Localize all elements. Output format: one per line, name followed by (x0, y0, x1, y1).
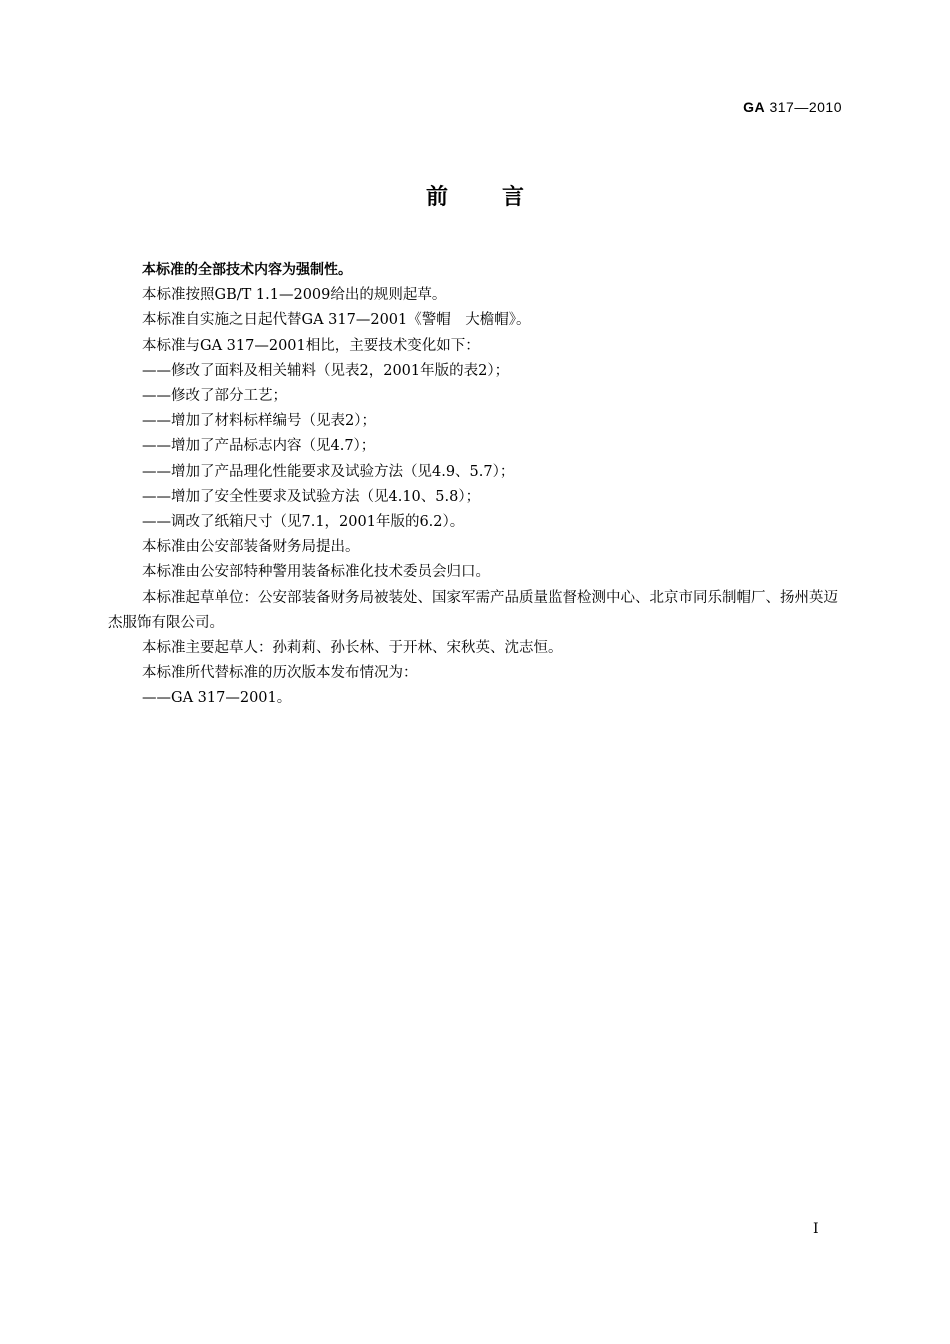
paragraph: 本标准由公安部装备财务局提出。 (142, 539, 360, 556)
paragraph: 本标准自实施之日起代替GA 317—2001《警帽 大檐帽》。 (142, 312, 531, 329)
change-item: ——调改了纸箱尺寸（见7.1，2001年版的6.2）。 (142, 514, 465, 531)
standard-code-prefix: GA (743, 99, 766, 115)
drafting-units: 本标准起草单位：公安部装备财务局被装处、国家军需产品质量监督检测中心、北京市同乐制帽厂、扬州英迈杰服饰有限公司。 (108, 589, 838, 631)
previous-version-item: ——GA 317—2001。 (142, 690, 292, 707)
page-title: 前言 (425, 185, 578, 210)
standard-code-number: 317—2010 (765, 99, 842, 115)
change-item: ——增加了材料标样编号（见表2）； (142, 413, 376, 430)
change-item: ——修改了面料及相关辅料（见表2，2001年版的表2）； (142, 362, 510, 379)
paragraph: 本标准由公安部特种警用装备标准化技术委员会归口。 (142, 564, 490, 581)
paragraph: 本标准按照GB/T 1.1—2009给出的规则起草。 (142, 287, 447, 304)
paragraph: 本标准与GA 317—2001相比，主要技术变化如下： (142, 337, 480, 354)
change-item: ——增加了产品理化性能要求及试验方法（见4.9、5.7）； (142, 463, 515, 480)
mandatory-statement: 本标准的全部技术内容为强制性。 (142, 262, 352, 278)
foreword-body (108, 258, 848, 712)
standard-code (743, 99, 842, 115)
change-item: ——增加了产品标志内容（见4.7）； (142, 438, 376, 455)
paragraph: 本标准所代替标准的历次版本发布情况为： (142, 665, 418, 682)
drafters: 本标准主要起草人：孙莉莉、孙长林、于开林、宋秋英、沈志恒。 (142, 640, 563, 657)
change-item: ——增加了安全性要求及试验方法（见4.10、5.8）； (142, 488, 481, 505)
page-number: I (813, 1221, 819, 1237)
change-item: ——修改了部分工艺； (142, 388, 287, 405)
